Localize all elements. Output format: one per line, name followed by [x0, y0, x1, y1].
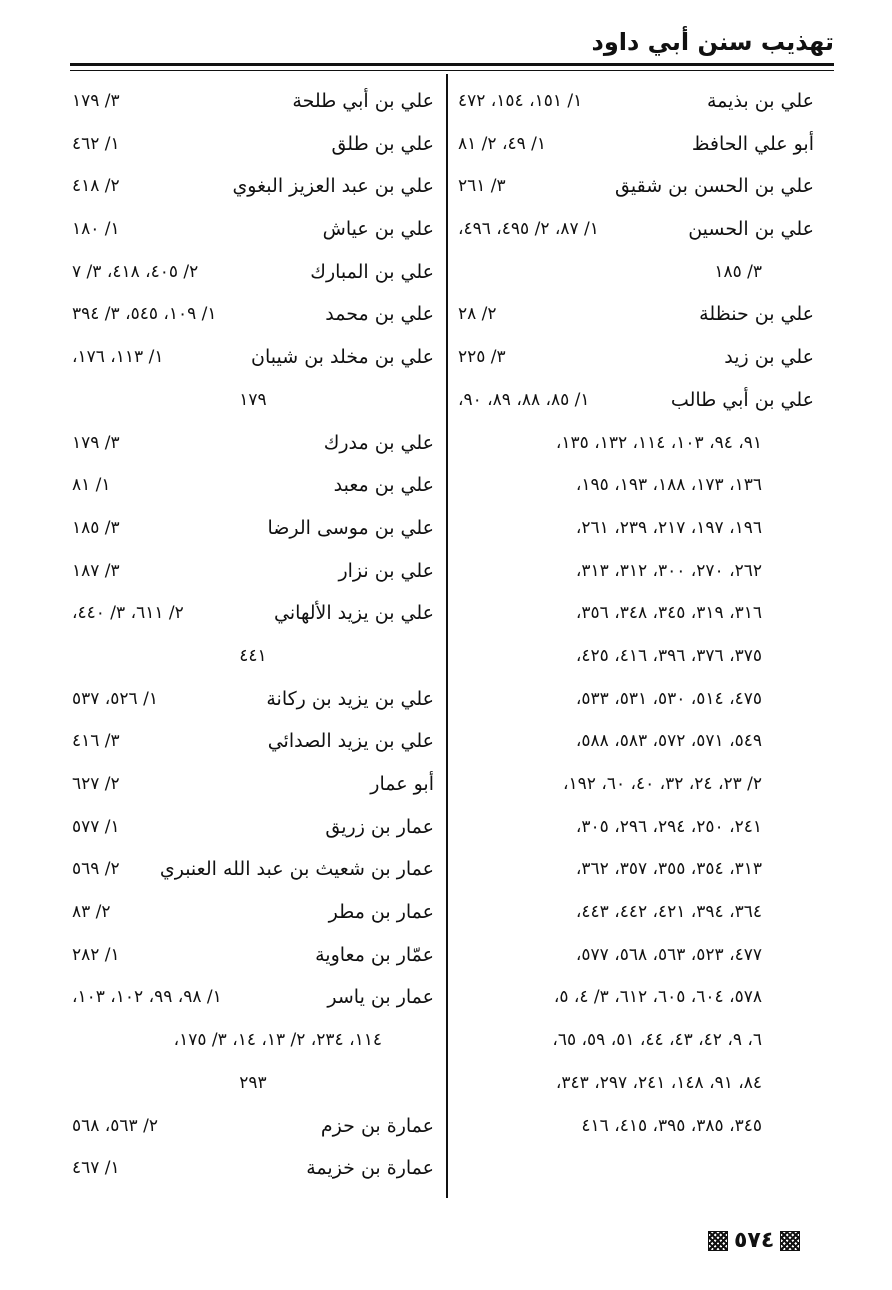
entry-name: علي بن زيد	[724, 346, 814, 369]
index-entry	[72, 891, 434, 934]
entry-references: ٣٧٥، ٣٧٦، ٣٩٦، ٤١٦، ٤٢٥،	[575, 645, 762, 666]
entry-name: علي بن يزيد الصدائي	[267, 730, 434, 753]
entry-references: ٣/ ١٨٥	[714, 261, 762, 282]
entry-references: ١/ ٢٨٢	[72, 944, 120, 965]
entry-references: ٥٤٩، ٥٧١، ٥٧٢، ٥٨٣، ٥٨٨،	[575, 731, 762, 752]
index-entry	[458, 848, 814, 891]
index-entry	[458, 80, 814, 123]
index-entry	[72, 123, 434, 166]
entry-references: ١/ ١٥١، ١٥٤، ٤٧٢	[458, 91, 583, 111]
index-entry	[72, 422, 434, 465]
entry-references: ٣/ ١٧٩	[72, 91, 120, 111]
entry-references: ١/ ٥٧٧	[72, 816, 120, 837]
entry-references: ١٧٩	[239, 389, 267, 410]
entry-references: ١١٤، ٢٣٤، ٢/ ١٣، ١٤، ٣/ ١٧٥،	[173, 1030, 382, 1051]
index-entry	[72, 208, 434, 251]
index-entry	[458, 1062, 814, 1105]
index-entry	[458, 208, 814, 251]
index-entry	[72, 635, 434, 678]
entry-name: علي بن بذيمة	[706, 90, 814, 112]
index-entry	[458, 464, 814, 507]
page-number: ٥٧٤	[734, 1228, 775, 1253]
entry-references: ٥٧٨، ٦٠٤، ٦٠٥، ٦١٢، ٣/ ٤، ٥،	[553, 987, 762, 1008]
entry-references: ٢/ ٨٣	[72, 902, 111, 923]
entry-name: عمّار بن معاوية	[315, 943, 434, 966]
index-entry	[72, 720, 434, 763]
page-header-title: تهذيب سنن أبي داود	[591, 28, 834, 56]
entry-references: ٢٦٢، ٢٧٠، ٣٠٠، ٣١٢، ٣١٣،	[575, 560, 762, 581]
index-entry	[72, 379, 434, 422]
index-entry	[458, 336, 814, 379]
entry-references: ٤٧٥، ٥١٤، ٥٣٠، ٥٣١، ٥٣٣،	[575, 688, 762, 709]
entry-name: عمارة بن خزيمة	[306, 1157, 434, 1180]
entry-references: ٣/ ٢٢٥	[458, 347, 506, 368]
entry-references: ٦، ٩، ٤٢، ٤٣، ٤٤، ٥١، ٥٩، ٦٥،	[552, 1030, 762, 1051]
index-entry	[458, 720, 814, 763]
index-entry	[72, 464, 434, 507]
index-entry	[458, 165, 814, 208]
index-entry	[458, 635, 814, 678]
index-entry	[458, 507, 814, 550]
index-entry	[458, 123, 814, 166]
entry-name: علي بن عياش	[322, 218, 434, 241]
index-entry	[72, 251, 434, 294]
entry-references: ٢٩٣	[239, 1072, 267, 1093]
index-entry	[72, 336, 434, 379]
entry-references: ٣/ ١٧٩	[72, 432, 120, 453]
entry-name: أبو علي الحافظ	[691, 132, 814, 155]
index-column-left	[72, 80, 434, 1190]
index-entry	[72, 1019, 434, 1062]
index-entry	[72, 1062, 434, 1105]
index-entry	[72, 763, 434, 806]
entry-references: ١/ ٩٨، ٩٩، ١٠٢، ١٠٣،	[72, 987, 222, 1008]
index-entry	[458, 592, 814, 635]
index-entry	[72, 1105, 434, 1148]
entry-name: أبو عمار	[370, 773, 434, 795]
header-rule-thick	[70, 63, 834, 66]
entry-references: ١٣٦، ١٧٣، ١٨٨، ١٩٣، ١٩٥،	[575, 475, 762, 496]
index-entry	[72, 507, 434, 550]
index-entry	[458, 678, 814, 721]
index-entry	[72, 1147, 434, 1190]
entry-references: ٣/ ٤١٦	[72, 731, 120, 752]
index-entry	[72, 550, 434, 593]
index-entry	[72, 678, 434, 721]
entry-references: ١/ ٤٦٢	[72, 133, 120, 154]
entry-references: ٢/ ٥٦٩	[72, 859, 120, 880]
entry-name: عمارة بن حزم	[320, 1114, 434, 1137]
entry-references: ١/ ٨١	[72, 475, 111, 496]
entry-name: علي بن يزيد بن ركانة	[266, 687, 434, 710]
index-entry	[72, 80, 434, 123]
index-entry	[458, 934, 814, 977]
index-entry	[458, 806, 814, 849]
entry-name: علي بن مخلد بن شيبان	[251, 346, 434, 369]
entry-name: علي بن الحسن بن شقيق	[615, 175, 814, 198]
index-entry	[458, 422, 814, 465]
entry-references: ٣١٣، ٣٥٤، ٣٥٥، ٣٥٧، ٣٦٢،	[575, 859, 762, 880]
index-entry	[72, 848, 434, 891]
index-entry	[72, 293, 434, 336]
entry-name: عمار بن مطر	[328, 901, 434, 924]
entry-references: ٣٦٤، ٣٩٤، ٤٢١، ٤٤٢، ٤٤٣،	[575, 902, 762, 923]
entry-name: علي بن أبي طالب	[670, 388, 814, 411]
index-entry	[458, 976, 814, 1019]
entry-references: ١/ ١٨٠	[72, 219, 120, 240]
entry-references: ٣/ ١٨٥	[72, 517, 120, 538]
entry-references: ٣/ ١٨٧	[72, 560, 120, 581]
entry-name: علي بن مدرك	[323, 431, 434, 454]
entry-references: ٢/ ٤٠٥، ٤١٨، ٣/ ٧	[72, 261, 199, 282]
index-entry	[458, 891, 814, 934]
entry-references: ٢/ ٢٨	[458, 304, 497, 325]
entry-references: ٩١، ٩٤، ١٠٣، ١١٤، ١٣٢، ١٣٥،	[555, 432, 762, 453]
entry-name: علي بن محمد	[325, 303, 434, 326]
entry-references: ٢٤١، ٢٥٠، ٢٩٤، ٢٩٦، ٣٠٥،	[575, 816, 762, 837]
index-entry	[458, 379, 814, 422]
index-entry	[458, 550, 814, 593]
entry-name: علي بن أبي طلحة	[292, 90, 434, 112]
entry-references: ١/ ٨٥، ٨٨، ٨٩، ٩٠،	[458, 389, 590, 410]
entry-name: عمار بن شعيث بن عبد الله العنبري	[159, 858, 434, 881]
entry-name: علي بن موسى الرضا	[267, 516, 434, 539]
entry-references: ٢/ ٥٦٣، ٥٦٨	[72, 1115, 158, 1136]
entry-name: علي بن يزيد الألهاني	[274, 602, 434, 625]
entry-references: ٨٤، ٩١، ١٤٨، ٢٤١، ٢٩٧، ٣٤٣،	[555, 1072, 762, 1093]
entry-name: علي بن الحسين	[688, 218, 814, 241]
entry-name: علي بن المبارك	[310, 260, 434, 283]
entry-name: علي بن نزار	[338, 559, 434, 582]
header-rule-thin	[70, 70, 834, 71]
index-entry	[72, 976, 434, 1019]
entry-references: ٣١٦، ٣١٩، ٣٤٥، ٣٤٨، ٣٥٦،	[575, 603, 762, 624]
entry-references: ١/ ٤٩، ٢/ ٨١	[458, 133, 546, 154]
ornament-icon	[780, 1231, 800, 1251]
ornament-icon	[708, 1231, 728, 1251]
index-entry	[72, 592, 434, 635]
page-footer	[708, 1228, 800, 1253]
entry-name: علي بن معبد	[333, 474, 434, 497]
column-divider	[446, 74, 448, 1198]
entry-name: عمار بن زريق	[325, 815, 434, 838]
index-entry	[458, 763, 814, 806]
entry-references: ٤٤١	[239, 645, 267, 666]
entry-references: ٤٧٧، ٥٢٣، ٥٦٣، ٥٦٨، ٥٧٧،	[575, 944, 762, 965]
entry-name: عمار بن ياسر	[327, 986, 434, 1009]
entry-references: ١/ ٨٧، ٢/ ٤٩٥، ٤٩٦،	[458, 219, 599, 240]
entry-references: ٢/ ٦١١، ٣/ ٤٤٠،	[72, 603, 184, 624]
index-entry	[458, 1019, 814, 1062]
index-entry	[72, 806, 434, 849]
entry-references: ١/ ١٠٩، ٥٤٥، ٣/ ٣٩٤	[72, 304, 217, 325]
index-entry	[458, 251, 814, 294]
entry-references: ١٩٦، ١٩٧، ٢١٧، ٢٣٩، ٢٦١،	[575, 517, 762, 538]
index-entry	[72, 934, 434, 977]
entry-references: ٢/ ٤١٨	[72, 176, 120, 197]
entry-references: ١/ ٤٦٧	[72, 1158, 120, 1179]
entry-references: ٢/ ٢٣، ٢٤، ٣٢، ٤٠، ٦٠، ١٩٢،	[563, 774, 762, 794]
entry-references: ١/ ٥٢٦، ٥٣٧	[72, 688, 158, 709]
entry-references: ٣٤٥، ٣٨٥، ٣٩٥، ٤١٥، ٤١٦	[581, 1115, 762, 1136]
entry-references: ١/ ١١٣، ١٧٦،	[72, 347, 164, 368]
index-column-right	[458, 80, 814, 1147]
entry-name: علي بن حنظلة	[699, 303, 814, 326]
entry-name: علي بن عبد العزيز البغوي	[232, 175, 434, 198]
index-entry	[458, 293, 814, 336]
entry-references: ٣/ ٢٦١	[458, 176, 506, 197]
index-entry	[458, 1105, 814, 1148]
index-entry	[72, 165, 434, 208]
entry-references: ٢/ ٦٢٧	[72, 774, 120, 794]
entry-name: علي بن طلق	[331, 132, 434, 155]
